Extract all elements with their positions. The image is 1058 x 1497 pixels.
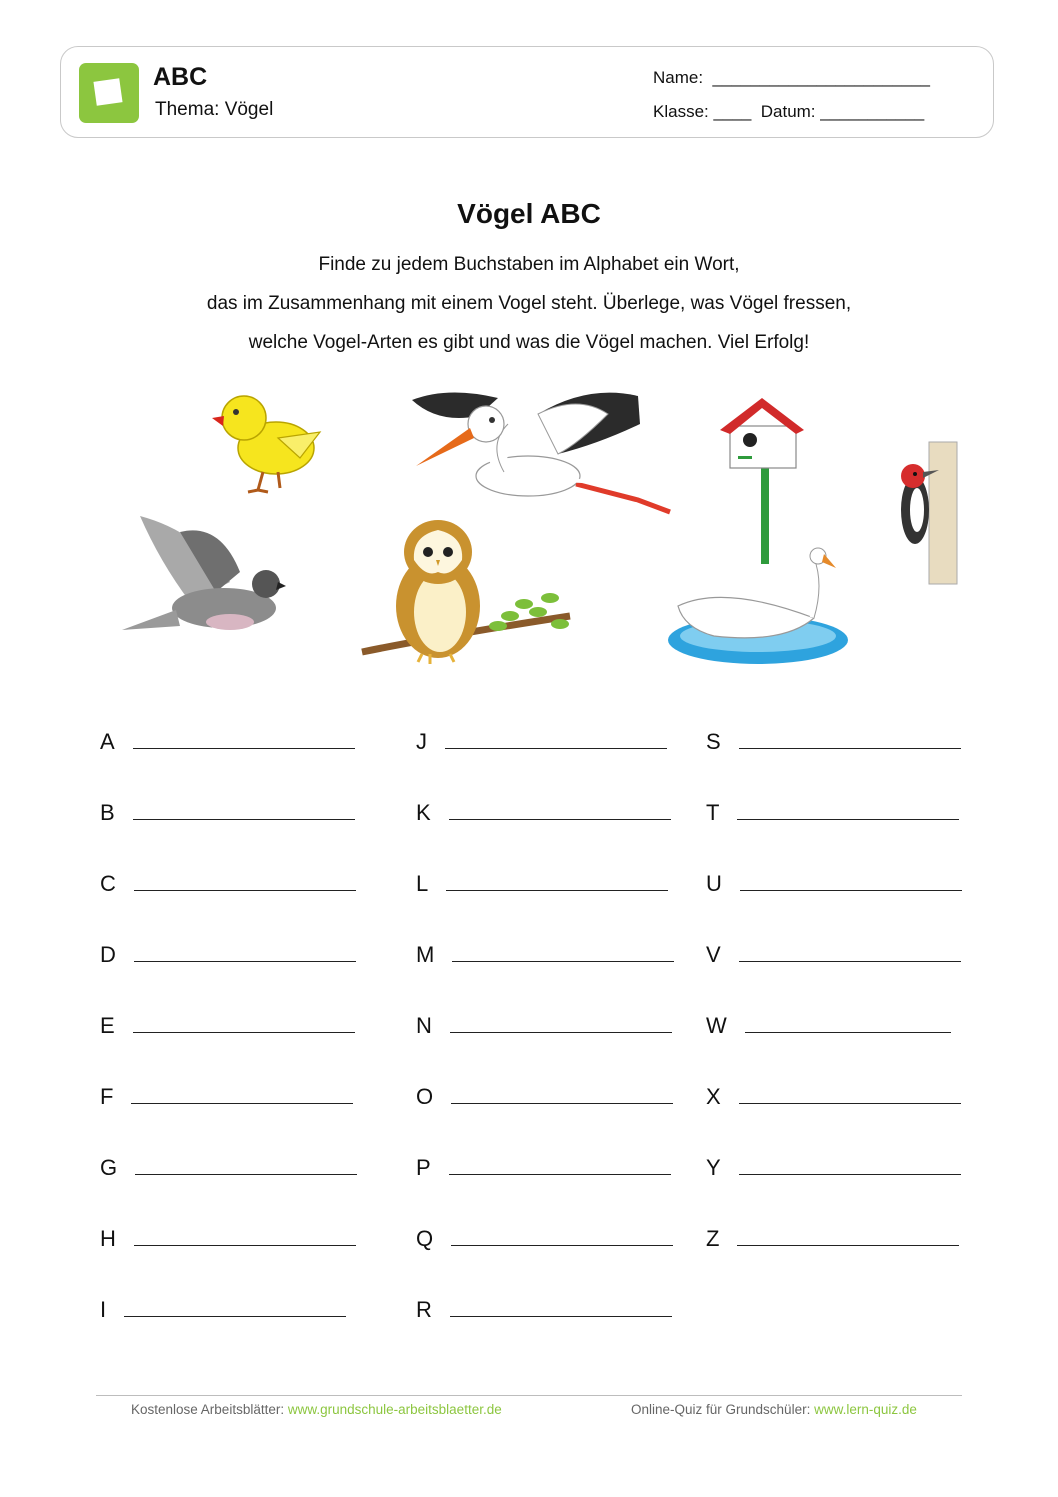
answer-line[interactable]: [446, 890, 668, 891]
footer-divider: [96, 1395, 962, 1396]
letter-label: U: [706, 871, 722, 896]
answer-line[interactable]: [449, 819, 671, 820]
footer-left-link[interactable]: www.grundschule-arbeitsblaetter.de: [287, 1402, 502, 1417]
answer-line[interactable]: [451, 1103, 673, 1104]
letter-row-l: [416, 871, 668, 897]
woodpecker-icon: [893, 440, 959, 586]
letter-row-t: [706, 800, 959, 826]
answer-line[interactable]: [745, 1032, 951, 1033]
letter-row-g: [100, 1155, 357, 1181]
letter-row-i: [100, 1297, 346, 1323]
letter-label: R: [416, 1297, 432, 1322]
letter-row-a: [100, 729, 355, 755]
letter-row-m: [416, 942, 674, 968]
letter-label: W: [706, 1013, 727, 1038]
letter-label: B: [100, 800, 115, 825]
instruction-line-1: Finde zu jedem Buchstaben im Alphabet ein Wort,: [318, 254, 740, 275]
answer-line[interactable]: [450, 1316, 672, 1317]
letter-row-d: [100, 942, 356, 968]
letter-label: N: [416, 1013, 432, 1038]
answer-line[interactable]: [449, 1174, 671, 1175]
answer-line[interactable]: [134, 1245, 356, 1246]
answer-line[interactable]: [133, 819, 355, 820]
answer-line[interactable]: [134, 961, 356, 962]
answer-line[interactable]: [452, 961, 674, 962]
letter-label: S: [706, 729, 721, 754]
letter-row-w: [706, 1013, 951, 1039]
worksheet-title: Vögel ABC: [457, 198, 601, 229]
footer-right-label: Online-Quiz für Grundschüler:: [631, 1402, 815, 1417]
footer-left: [131, 1402, 502, 1417]
letter-row-k: [416, 800, 671, 826]
letter-row-u: [706, 871, 962, 897]
letter-label: M: [416, 942, 435, 967]
letter-label: H: [100, 1226, 116, 1251]
answer-line[interactable]: [451, 1245, 673, 1246]
letter-row-h: [100, 1226, 356, 1252]
answer-line[interactable]: [445, 748, 667, 749]
letter-row-b: [100, 800, 355, 826]
answer-line[interactable]: [739, 961, 961, 962]
answer-line[interactable]: [740, 890, 962, 891]
letter-label: D: [100, 942, 116, 967]
answer-line[interactable]: [739, 748, 961, 749]
letter-label: T: [706, 800, 720, 825]
answer-line[interactable]: [737, 819, 959, 820]
letter-label: Z: [706, 1226, 720, 1251]
letter-row-p: [416, 1155, 671, 1181]
answer-line[interactable]: [739, 1174, 961, 1175]
letter-label: A: [100, 729, 115, 754]
letter-row-r: [416, 1297, 672, 1323]
answer-line[interactable]: [124, 1316, 346, 1317]
letter-row-n: [416, 1013, 672, 1039]
letter-label: E: [100, 1013, 115, 1038]
letter-label: G: [100, 1155, 118, 1180]
letter-row-e: [100, 1013, 355, 1039]
letter-row-v: [706, 942, 961, 968]
letter-label: Y: [706, 1155, 721, 1180]
answer-line[interactable]: [135, 1174, 357, 1175]
letter-row-q: [416, 1226, 673, 1252]
letter-label: J: [416, 729, 427, 754]
name-field: Name: _______________________: [653, 68, 930, 87]
chick-icon: [208, 388, 326, 496]
birdhouse-icon: [716, 396, 808, 566]
class-date-field: Klasse: ____ Datum: ___________: [653, 102, 925, 121]
letter-label: I: [100, 1297, 107, 1322]
letter-row-s: [706, 729, 961, 755]
letter-label: P: [416, 1155, 431, 1180]
footer-right-link[interactable]: www.lern-quiz.de: [814, 1402, 917, 1417]
answer-line[interactable]: [134, 890, 356, 891]
header-topic: Thema: Vögel: [155, 99, 274, 120]
answer-line[interactable]: [133, 748, 355, 749]
letter-label: K: [416, 800, 431, 825]
letter-label: C: [100, 871, 116, 896]
letter-row-z: [706, 1226, 959, 1252]
letter-row-j: [416, 729, 667, 755]
letter-row-y: [706, 1155, 961, 1181]
answer-line[interactable]: [737, 1245, 959, 1246]
letter-row-f: [100, 1084, 353, 1110]
pigeon-icon: [120, 512, 286, 642]
answer-line[interactable]: [739, 1103, 961, 1104]
header-title: ABC: [153, 63, 208, 91]
instruction-line-2: das im Zusammenhang mit einem Vogel steht. Überlege, was Vögel fressen,: [206, 293, 852, 314]
answer-line[interactable]: [450, 1032, 672, 1033]
letter-label: X: [706, 1084, 721, 1109]
worksheet-header: [60, 46, 994, 138]
letter-row-x: [706, 1084, 961, 1110]
answer-line[interactable]: [131, 1103, 353, 1104]
letter-row-c: [100, 871, 356, 897]
swan-icon: [664, 544, 854, 670]
letter-label: Q: [416, 1226, 434, 1251]
letter-label: L: [416, 871, 429, 896]
letter-label: V: [706, 942, 721, 967]
footer-right: [631, 1402, 917, 1417]
letter-row-o: [416, 1084, 673, 1110]
letter-label: O: [416, 1084, 434, 1109]
answer-line[interactable]: [133, 1032, 355, 1033]
footer-left-label: Kostenlose Arbeitsblätter:: [131, 1402, 288, 1417]
letter-label: F: [100, 1084, 114, 1109]
stork-icon: [408, 384, 678, 524]
logo-icon: [79, 63, 139, 123]
owl-icon: [360, 516, 578, 668]
instruction-line-3: welche Vogel-Arten es gibt und was die Vögel machen. Viel Erfolg!: [248, 332, 810, 353]
